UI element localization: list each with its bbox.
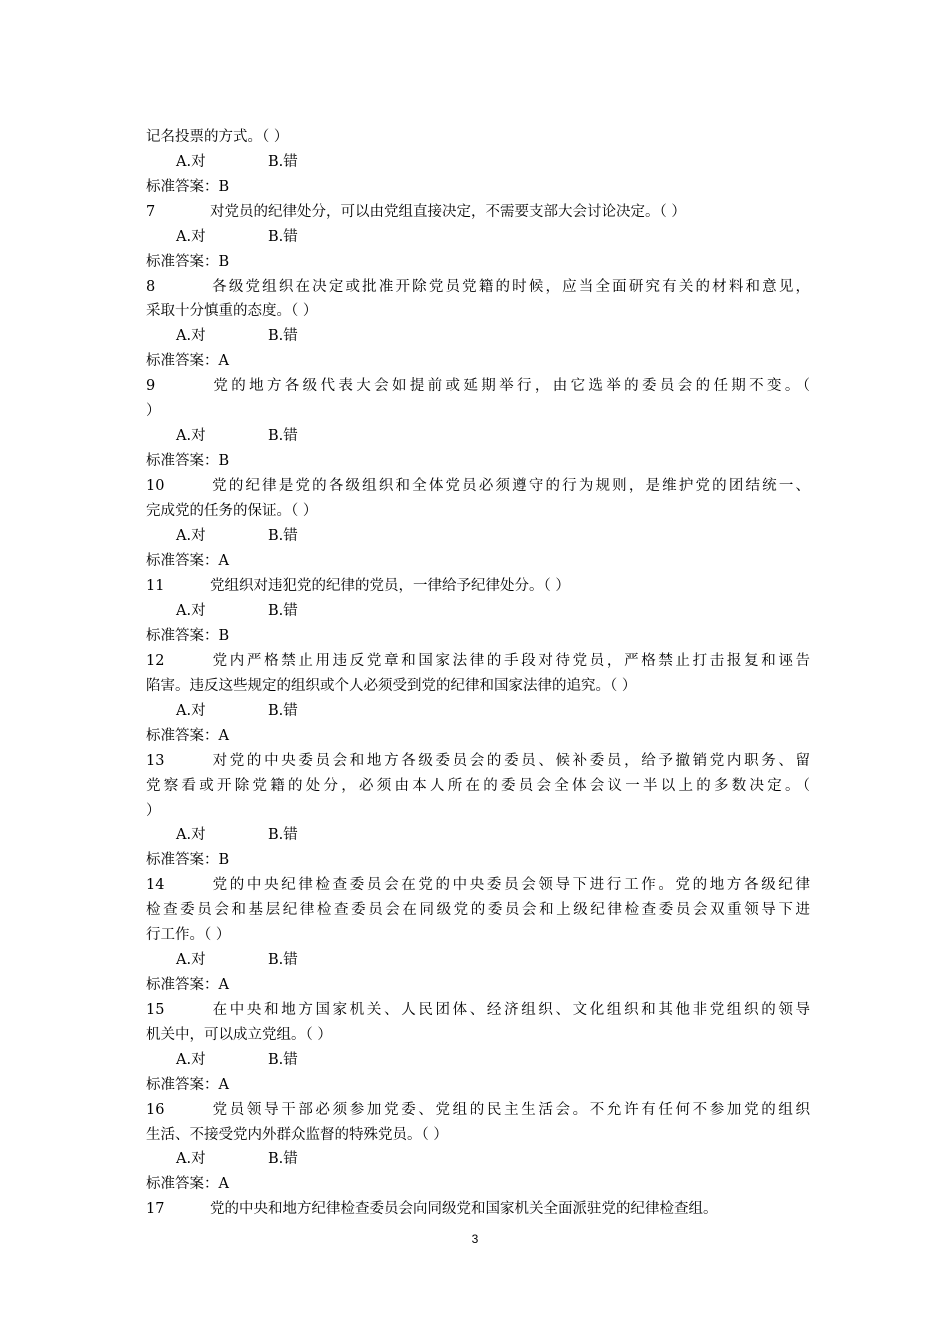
option-b: B.错	[268, 154, 298, 170]
question-number: 11	[146, 578, 165, 594]
options-row	[176, 153, 298, 171]
option-b: B.错	[268, 952, 298, 968]
question-text-line: 各级党组织在决定或批准开除党员党籍的时候，应当全面研究有关的材料和意见，	[210, 279, 810, 295]
question-text-line: 检查委员会和基层纪律检查委员会在同级党的委员会和上级纪律检查委员会双重领导下进	[146, 902, 810, 918]
option-a: A.对	[176, 952, 206, 968]
options-row	[176, 826, 298, 844]
question-text-line: 党的地方各级代表大会如提前或延期举行，由它选举的委员会的任期不变。（	[210, 378, 810, 394]
question-number: 14	[146, 877, 165, 893]
standard-answer: 标准答案：A	[146, 728, 229, 744]
question-number: 13	[146, 753, 165, 769]
options-row	[176, 1150, 298, 1168]
question-17	[146, 1200, 718, 1218]
option-a: A.对	[176, 1151, 206, 1167]
question-text-line: 对党员的纪律处分，可以由党组直接决定，不需要支部大会讨论决定。（ ）	[210, 204, 686, 220]
option-b: B.错	[268, 1052, 298, 1068]
question-13	[146, 752, 810, 770]
question-text-line: 采取十分慎重的态度。（ ）	[146, 303, 318, 319]
page-number: 3	[471, 1232, 479, 1246]
option-a: A.对	[176, 328, 206, 344]
options-row	[176, 228, 298, 246]
question-11	[146, 577, 570, 595]
question-text-line: 生活、不接受党内外群众监督的特殊党员。（ ）	[146, 1127, 448, 1143]
question-14	[146, 876, 810, 894]
question-text-line: 党察看或开除党籍的处分，必须由本人所在的委员会全体会议一半以上的多数决定。（	[146, 778, 810, 794]
question-text-line: 党员领导干部必须参加党委、党组的民主生活会。不允许有任何不参加党的组织	[210, 1102, 810, 1118]
options-row	[176, 327, 298, 345]
standard-answer: 标准答案：B	[146, 628, 230, 644]
question-text-line: ）	[146, 403, 161, 419]
question-9	[146, 377, 810, 395]
question-number: 17	[146, 1201, 165, 1217]
option-a: A.对	[176, 428, 206, 444]
standard-answer: 标准答案：B	[146, 852, 230, 868]
question-text-line: 党组织对违犯党的纪律的党员，一律给予纪律处分。（ ）	[210, 578, 570, 594]
option-a: A.对	[176, 528, 206, 544]
question-10	[146, 477, 810, 495]
standard-answer: 标准答案：A	[146, 1077, 229, 1093]
option-b: B.错	[268, 528, 298, 544]
option-a: A.对	[176, 603, 206, 619]
option-a: A.对	[176, 1052, 206, 1068]
options-row	[176, 1051, 298, 1069]
question-text-line: 陷害。违反这些规定的组织或个人必须受到党的纪律和国家法律的追究。（ ）	[146, 678, 637, 694]
question-text-line: 记名投票的方式。（ ）	[146, 129, 289, 145]
standard-answer: 标准答案：A	[146, 353, 229, 369]
question-15	[146, 1001, 810, 1019]
question-7	[146, 203, 686, 221]
question-text-line: 在中央和地方国家机关、人民团体、经济组织、文化组织和其他非党组织的领导	[210, 1002, 810, 1018]
question-number: 16	[146, 1102, 165, 1118]
question-text-line: 党的中央和地方纪律检查委员会向同级党和国家机关全面派驻党的纪律检查组。	[210, 1201, 718, 1217]
question-number: 9	[146, 378, 156, 394]
options-row	[176, 527, 298, 545]
standard-answer: 标准答案：A	[146, 553, 229, 569]
options-row	[176, 951, 298, 969]
options-row	[176, 602, 298, 620]
question-text-line: 机关中，可以成立党组。（ ）	[146, 1027, 332, 1043]
question-text-line: 完成党的任务的保证。（ ）	[146, 503, 318, 519]
question-16	[146, 1101, 810, 1119]
question-number: 12	[146, 653, 165, 669]
option-b: B.错	[268, 703, 298, 719]
option-b: B.错	[268, 328, 298, 344]
option-a: A.对	[176, 703, 206, 719]
option-b: B.错	[268, 428, 298, 444]
question-text-line: 党的纪律是党的各级组织和全体党员必须遵守的行为规则，是维护党的团结统一、	[210, 478, 810, 494]
question-12	[146, 652, 810, 670]
question-text-line: 党的中央纪律检查委员会在党的中央委员会领导下进行工作。党的地方各级纪律	[210, 877, 810, 893]
standard-answer: 标准答案：A	[146, 1176, 229, 1192]
option-b: B.错	[268, 603, 298, 619]
question-number: 7	[146, 204, 156, 220]
options-row	[176, 427, 298, 445]
option-a: A.对	[176, 229, 206, 245]
standard-answer: 标准答案：B	[146, 453, 230, 469]
question-number: 15	[146, 1002, 165, 1018]
question-number: 8	[146, 279, 156, 295]
option-b: B.错	[268, 229, 298, 245]
option-a: A.对	[176, 154, 206, 170]
standard-answer: 标准答案：B	[146, 254, 230, 270]
options-row	[176, 702, 298, 720]
question-text-line: 对党的中央委员会和地方各级委员会的委员、候补委员，给予撤销党内职务、留	[210, 753, 810, 769]
question-text-line: 党内严格禁止用违反党章和国家法律的手段对待党员，严格禁止打击报复和诬告	[210, 653, 810, 669]
option-b: B.错	[268, 827, 298, 843]
option-a: A.对	[176, 827, 206, 843]
question-text-line: ）	[146, 803, 161, 819]
question-number: 10	[146, 478, 165, 494]
standard-answer: 标准答案：B	[146, 179, 230, 195]
question-text-line: 行工作。（ ）	[146, 927, 231, 943]
question-8	[146, 278, 810, 296]
option-b: B.错	[268, 1151, 298, 1167]
standard-answer: 标准答案：A	[146, 977, 229, 993]
